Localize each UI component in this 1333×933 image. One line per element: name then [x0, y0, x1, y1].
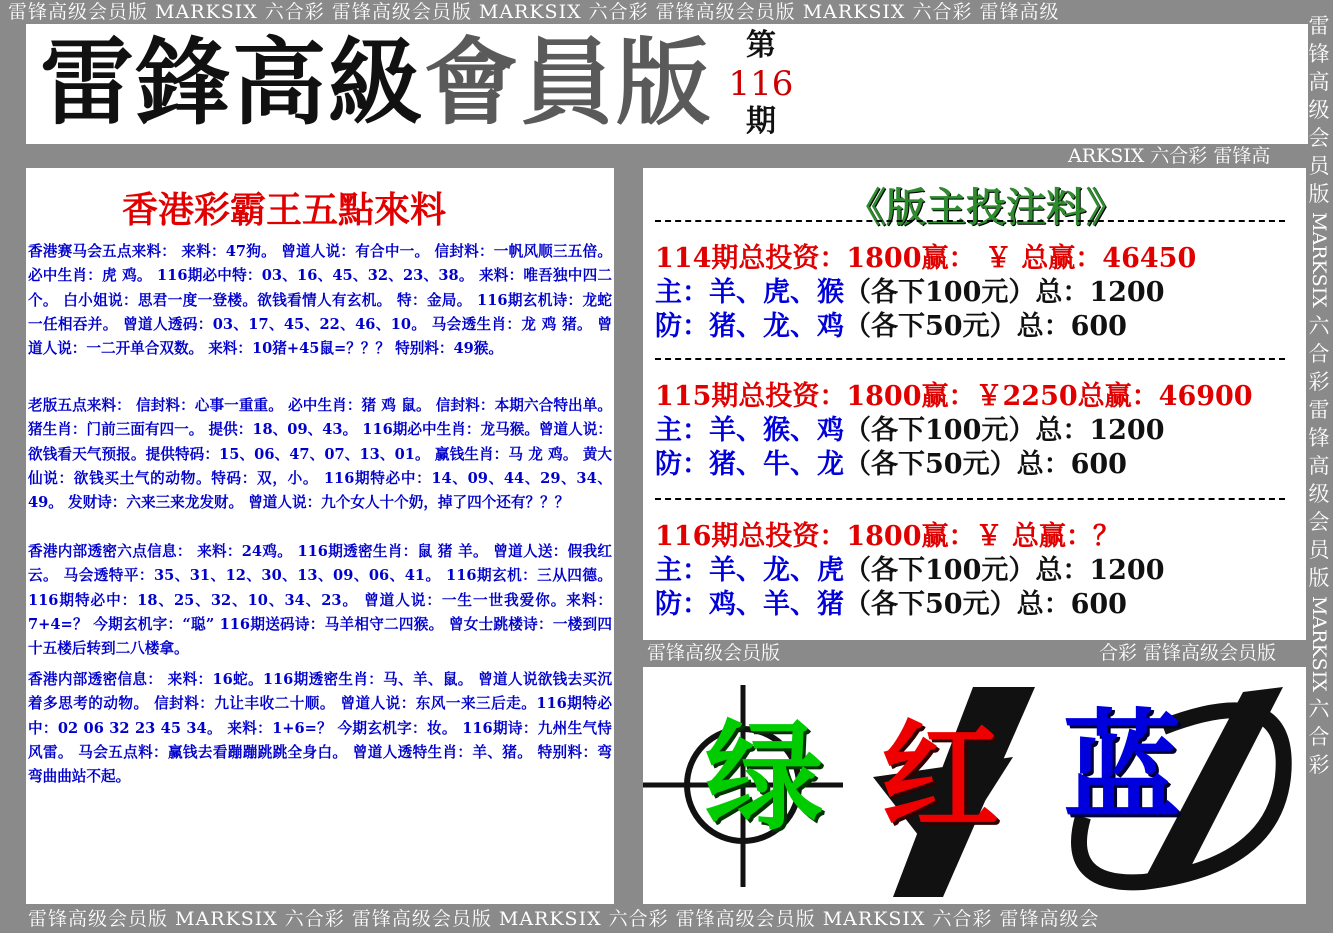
block-main-line [655, 414, 1165, 448]
side-watermark-strip: ARKSIX 六合彩 雷锋高 [1068, 145, 1271, 167]
guard-amount: （各下50元）总：600 [844, 449, 1127, 480]
info-paragraph: 香港赛马会五点来料： 来料：47狗。 曾道人说：有合中一。 信封料：一帆风顺三五倍。 必中生肖：虎 鸡。 116期必中特：03、16、45、32、23、38。 来料：唯吾独中四二个。 白小姐说：思君一度一登楼。欲钱看情人有玄机。 特：金局。 116期玄机诗：龙蛇一任相吞并。 曾道人透码：03、17、45、22、46、10。 马会透生肖：龙 鸡 猪。 曾道人说：一二开单合双数。 来料：10猪+45鼠=？？？ 特别料：49猴。 [28, 243, 612, 358]
issue-number: 116 [728, 64, 794, 104]
block-main-line [655, 554, 1165, 588]
guard-picks: 防：猪、龙、鸡 [655, 311, 844, 342]
block-header: 116期总投资：1800赢：￥ 总赢：？ [655, 521, 1120, 552]
mid-strip-left: 雷锋高级会员版 [647, 642, 781, 664]
banner-title-gray: 會員版 [424, 28, 713, 138]
divider [655, 220, 1285, 222]
bottom-watermark-strip: 雷锋高级会员版 MARKSIX 六合彩 雷锋高级会员版 MARKSIX 六合彩 雷锋高级会员版 MARKSIX 六合彩 雷锋高级会 [28, 908, 1100, 930]
left-panel-title: 香港彩霸王五點來料 [122, 189, 447, 231]
issue-prefix: 第 [746, 28, 776, 63]
info-paragraph: 老版五点来料： 信封料：心事一重重。 必中生肖：猪 鸡 鼠。 信封料：本期六合特出单。猪生肖：门前三面有四一。 提供：18、09、43。 116期必中生肖：龙马猴。曾道人说：欲钱看天气预报。提供特码：15、06、47、07、13、01。 赢钱生肖：马 龙 鸡。 黄大仙说：欲钱买土气的动物。特码：双，小。 116期特必中：14、09、44、29、34、49。 发财诗：六来三来龙发财。 曾道人说：九个女人十个奶，掉了四个还有？？？ [28, 397, 612, 512]
header-banner [26, 24, 1308, 144]
left-info-panel [26, 168, 614, 904]
issue-label [726, 28, 796, 140]
divider [655, 498, 1285, 500]
right-watermark-strip [1305, 12, 1333, 779]
main-picks: 主：羊、猴、鸡 [655, 415, 844, 446]
block-guard-line [655, 588, 1127, 622]
top-watermark-strip: 雷锋高级会员版 MARKSIX 六合彩 雷锋高级会员版 MARKSIX 六合彩 雷锋高级会员版 MARKSIX 六合彩 雷锋高级 [8, 1, 1060, 23]
main-picks: 主：羊、虎、猴 [655, 277, 844, 308]
green-label: 绿 [705, 707, 824, 846]
betting-panel-title: 《版主投注料》 [846, 184, 1126, 231]
main-amount: （各下100元）总：1200 [844, 415, 1165, 446]
betting-panel [643, 168, 1306, 640]
block-header: 115期总投资：1800赢：￥2250总赢：46900 [655, 381, 1253, 412]
banner-title-black: 雷鋒高級 [40, 28, 425, 138]
guard-picks: 防：猪、牛、龙 [655, 449, 844, 480]
main-picks: 主：羊、龙、虎 [655, 555, 844, 586]
guard-amount: （各下50元）总：600 [844, 589, 1127, 620]
guard-picks: 防：鸡、羊、猪 [655, 589, 844, 620]
main-amount: （各下100元）总：1200 [844, 277, 1165, 308]
main-amount: （各下100元）总：1200 [844, 555, 1165, 586]
mid-strip-right: 合彩 雷锋高级会员版 [1098, 642, 1276, 664]
block-header: 114期总投资：1800赢： ￥ 总赢：46450 [655, 243, 1197, 274]
info-paragraph: 香港内部透密六点信息： 来料：24鸡。 116期透密生肖：鼠 猪 羊。 曾道人送：假我红云。 马会透特平：35、31、12、30、13、09、06、41。 116期玄机：三从四德。 116期特必中：18、25、32、10、34、23。 曾道人说：一生一世我爱你。来料：7+4=？ 今期玄机字：“聪” 116期送码诗：马羊相守二四猴。 曾女士跳楼诗：一楼到四十五楼后转到二八楼拿。 [28, 543, 612, 658]
right-strip-text: 雷 锋 高 级 会 员 版 MARKSIX 六 合 彩 雷 锋 高 级 会 员 版 MARKSIX 六 合 彩 [1308, 14, 1330, 778]
banner-title [40, 28, 712, 138]
block-main-line [655, 276, 1165, 310]
issue-suffix: 期 [746, 104, 776, 139]
mid-watermark-strip [643, 640, 1306, 667]
info-paragraph: 香港内部透密信息： 来料：16蛇。116期透密生肖：马、羊、鼠。 曾道人说欲钱去买沉着多思考的动物。 信封料：九让丰收二十顺。 曾道人说：东风一来三后走。116期特必中：02 06 32 23 45 34。 来料：1+6=？ 今期玄机字：妆。 116期诗：九州生气恃风雷。 马会五点料：赢钱去看蹦蹦跳跳全身白。 曾道人透特生肖：羊、猪。 特别料：弯弯曲曲站不起。 [28, 671, 612, 786]
guard-amount: （各下50元）总：600 [844, 311, 1127, 342]
block-guard-line [655, 448, 1127, 482]
color-panel [643, 667, 1306, 904]
blue-label: 蓝 [1063, 697, 1182, 836]
red-label: 红 [881, 707, 1000, 846]
block-guard-line [655, 310, 1127, 344]
divider [655, 358, 1285, 360]
